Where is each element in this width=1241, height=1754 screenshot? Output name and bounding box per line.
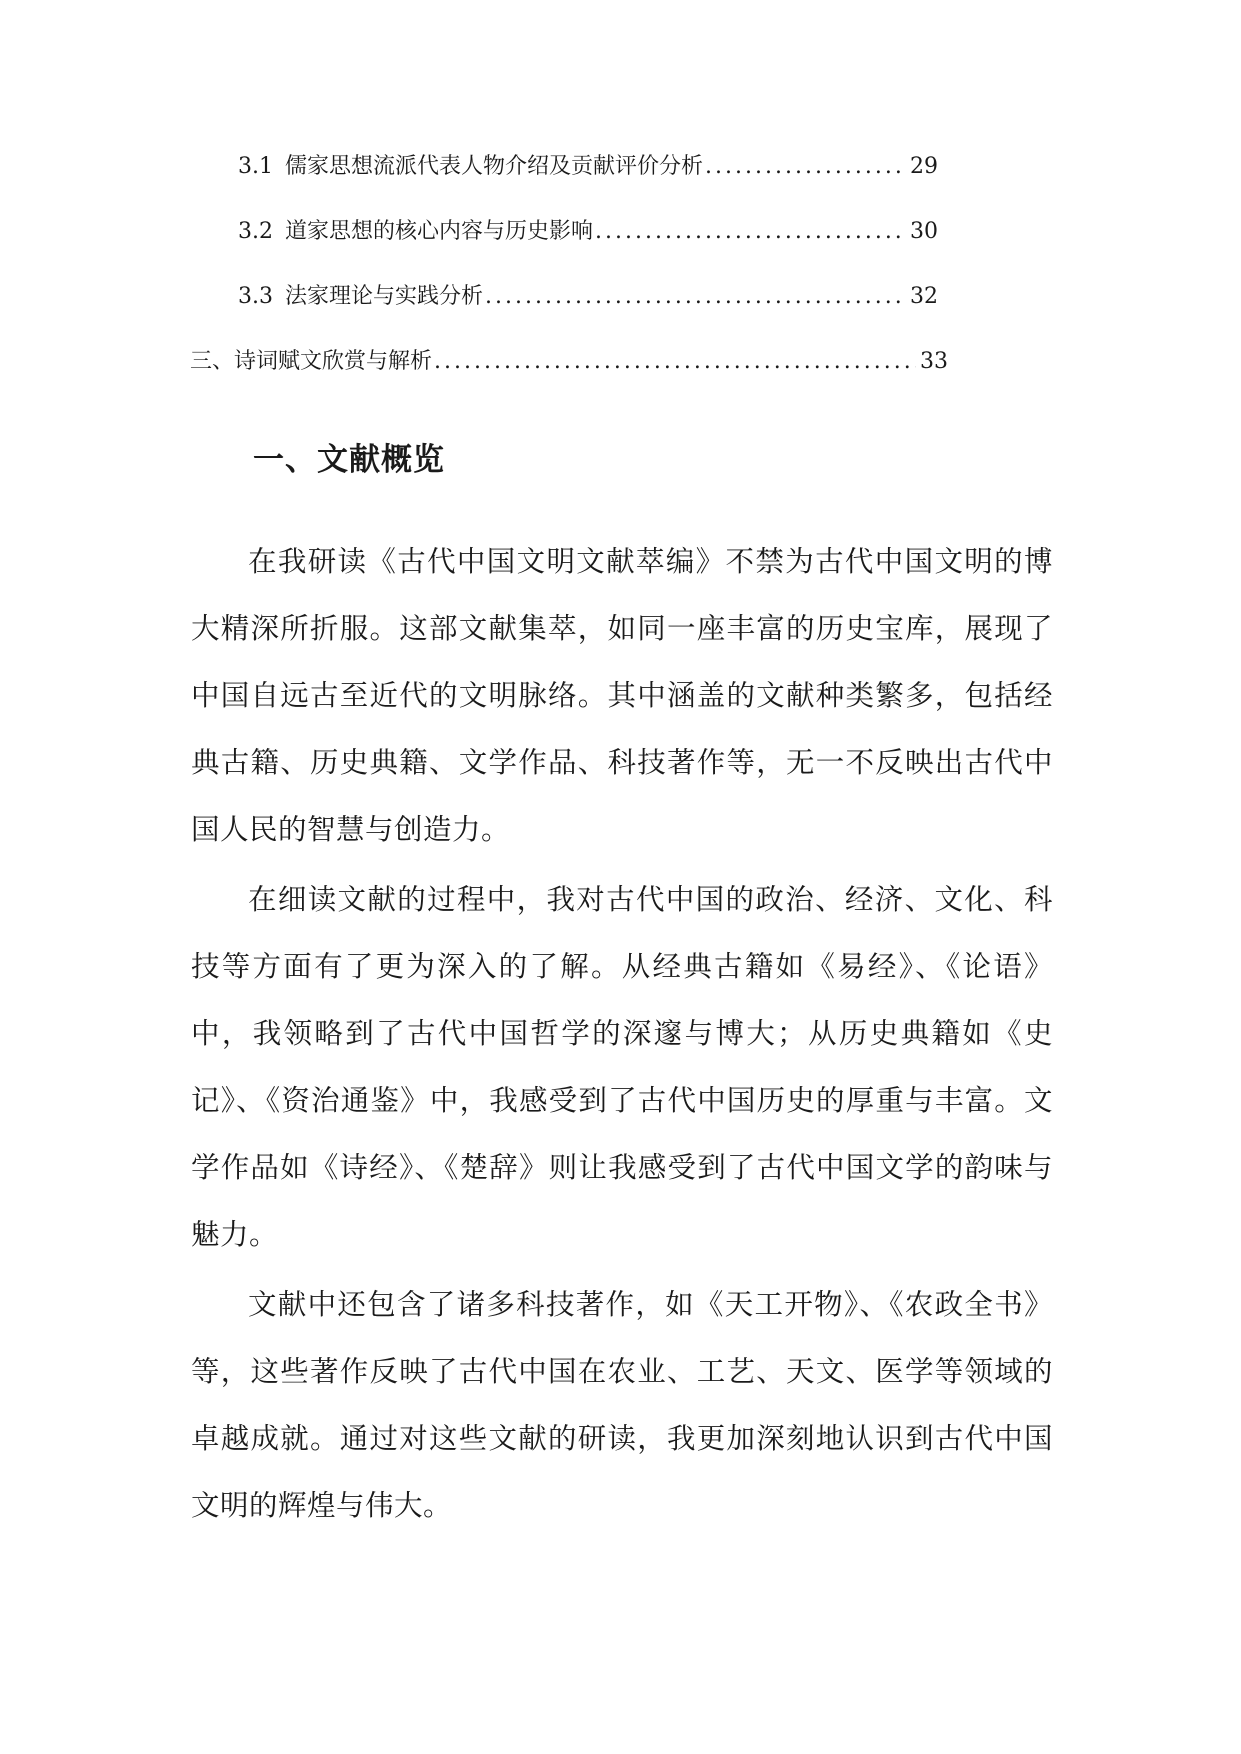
section-body [191, 528, 1053, 1542]
toc-entry-section-3[interactable] [190, 347, 948, 377]
paragraph: 在我研读《古代中国文明文献萃编》不禁为古代中国文明的博大精深所折服。这部文献集萃，如同一座丰富的历史宝库，展现了中国自远古至近代的文明脉络。其中涵盖的文献种类繁多，包括经典古籍、历史典籍、文学作品、科技著作等，无一不反映出古代中国人民的智慧与创造力。 [191, 545, 1053, 846]
paragraph: 文献中还包含了诸多科技著作，如《天工开物》、《农政全书》等，这些著作反映了古代中国在农业、工艺、天文、医学等领域的卓越成就。通过对这些文献的研读，我更加深刻地认识到古代中国文明的辉煌与伟大。 [191, 1288, 1053, 1522]
toc-entry-page: 30 [910, 219, 938, 244]
toc-entry-page: 33 [920, 349, 948, 374]
toc-entry-3-1[interactable] [238, 152, 938, 182]
toc-entry-3-2[interactable] [238, 217, 938, 247]
toc-entry-title: 法家理论与实践分析 [285, 284, 484, 309]
toc-entry-number: 3.1 [238, 154, 273, 179]
toc-entry-title: 儒家思想流派代表人物介绍及贡献评价分析 [285, 154, 704, 179]
toc-entry-title: 道家思想的核心内容与历史影响 [285, 219, 594, 244]
toc-leader-dots [595, 217, 906, 247]
toc-leader-dots [705, 152, 906, 182]
toc-entry-number: 3.3 [238, 284, 273, 309]
section-heading: 一、文献概览 [253, 442, 445, 478]
paragraph: 在细读文献的过程中，我对古代中国的政治、经济、文化、科技等方面有了更为深入的了解。从经典古籍如《易经》、《论语》中，我领略到了古代中国哲学的深邃与博大；从历史典籍如《史记》、《资治通鉴》中，我感受到了古代中国历史的厚重与丰富。文学作品如《诗经》、《楚辞》则让我感受到了古代中国文学的韵味与魅力。 [191, 883, 1053, 1251]
toc-leader-dots [485, 282, 906, 312]
toc-entry-page: 29 [910, 154, 938, 179]
toc-entry-title: 三、诗词赋文欣赏与解析 [190, 349, 433, 374]
toc-entry-3-3[interactable] [238, 282, 938, 312]
toc-entry-page: 32 [910, 284, 938, 309]
toc-entry-number: 3.2 [238, 219, 273, 244]
toc-leader-dots [434, 347, 916, 377]
